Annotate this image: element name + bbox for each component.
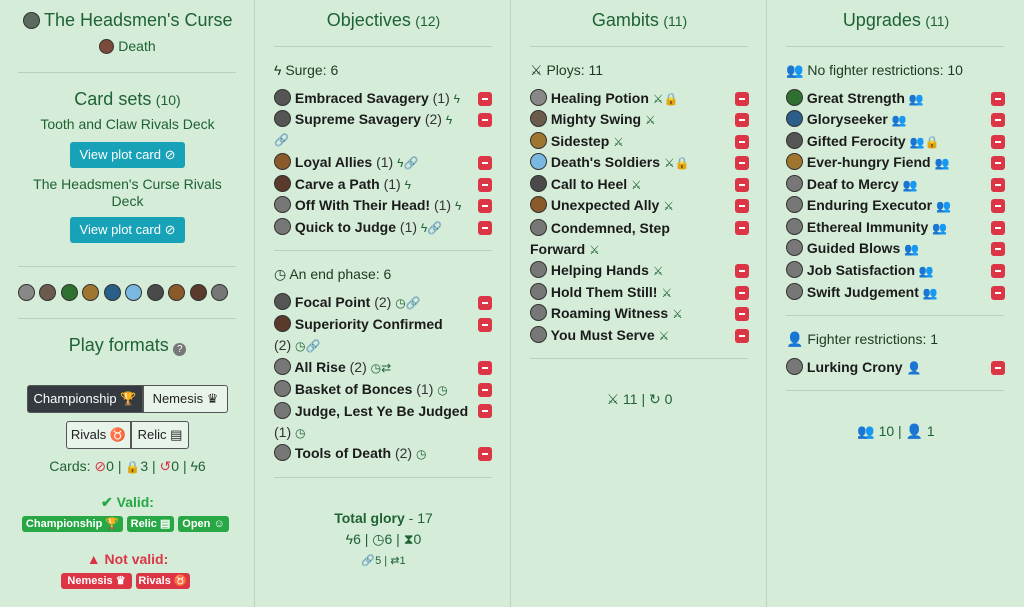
card-icon	[274, 89, 291, 106]
upgrade-card[interactable]: Swift Judgement 👥	[786, 283, 938, 300]
glory-breakdown: ϟ6 | ◷6 | ⧗0	[345, 531, 422, 547]
remove-card-button[interactable]	[478, 296, 492, 310]
total-glory: Total glory - 17	[334, 510, 433, 526]
remove-card-button[interactable]	[991, 221, 1005, 235]
remove-card-button[interactable]	[478, 318, 492, 332]
warband-name: Death	[0, 38, 255, 54]
nemesis-button[interactable]: Nemesis ♛	[143, 385, 228, 413]
user-cog-icon: 👤	[786, 331, 804, 347]
fighter-icon[interactable]	[39, 284, 56, 301]
view-plot-card-button[interactable]: View plot card ⊘	[70, 217, 185, 243]
upgrade-card[interactable]: Enduring Executor 👥	[786, 196, 951, 213]
clock-icon: ◷	[274, 266, 287, 282]
objective-card[interactable]: Quick to Judge (1) ϟ🔗	[274, 218, 442, 235]
card-icon	[530, 326, 547, 343]
remove-card-button[interactable]	[735, 286, 749, 300]
valid-badge-championship: Championship 🏆	[22, 516, 123, 532]
crown-icon: ♛	[206, 391, 219, 406]
card-icon	[786, 239, 803, 256]
swap-icon: ⇄	[390, 555, 400, 567]
remove-card-button[interactable]	[478, 221, 492, 235]
remove-card-button[interactable]	[735, 307, 749, 321]
card-icon	[786, 110, 803, 127]
remove-card-button[interactable]	[991, 92, 1005, 106]
gambit-card[interactable]: Healing Potion ⚔🔒	[530, 89, 679, 106]
fighter-icon[interactable]	[190, 284, 207, 301]
upgrade-card[interactable]: Ever-hungry Fiend 👥	[786, 153, 949, 170]
objective-card[interactable]: Judge, Lest Ye Be Judged (1) ◷	[274, 403, 469, 440]
remove-card-button[interactable]	[991, 361, 1005, 375]
card-icon	[274, 444, 291, 461]
fighter-icon[interactable]	[211, 284, 228, 301]
surge-icon: ϟ	[345, 531, 354, 547]
objective-card[interactable]: Basket of Bonces (1) ◷	[274, 380, 448, 397]
card-icon	[274, 315, 291, 332]
upgrade-card[interactable]: Lurking Crony 👤	[786, 358, 921, 375]
objective-card[interactable]: All Rise (2) ◷⇄	[274, 358, 391, 375]
card-icon	[274, 196, 291, 213]
card-icon	[786, 196, 803, 213]
gambit-card[interactable]: Death's Soldiers ⚔🔒	[530, 153, 690, 170]
play-formats-heading: Play formats ?	[0, 335, 255, 356]
card-set-name: The Headsmen's Curse Rivals Deck	[33, 176, 222, 209]
card-icon	[530, 89, 547, 106]
objective-card[interactable]: Supreme Savagery (2) ϟ	[274, 110, 452, 127]
card-icon	[530, 153, 547, 170]
remove-card-button[interactable]	[735, 113, 749, 127]
end-phase-group-label: ◷ An end phase: 6	[274, 266, 392, 282]
objective-card[interactable]: Embraced Savagery (1) ϟ	[274, 89, 460, 106]
fighter-restrictions-label: 👤 Fighter restrictions: 1	[786, 331, 939, 347]
card-icon	[530, 219, 547, 236]
card-icon	[530, 132, 547, 149]
objectives-column	[256, 0, 511, 607]
remove-card-button[interactable]	[735, 199, 749, 213]
gambit-card[interactable]: Roaming Witness ⚔	[530, 304, 683, 321]
upgrades-summary: 👥 10 | 👤 1	[857, 423, 935, 439]
link-breakdown: 🔗5 | ⇄1	[361, 555, 406, 567]
hourglass-icon: ⧗	[403, 531, 414, 547]
card-icon	[786, 283, 803, 300]
upgrade-card[interactable]: Ethereal Immunity 👥	[786, 218, 947, 235]
objective-card[interactable]: Loyal Allies (1) ϟ🔗	[274, 153, 418, 170]
remove-card-button[interactable]	[735, 264, 749, 278]
upgrade-card[interactable]: Deaf to Mercy 👥	[786, 175, 918, 192]
clock-icon: ◷	[372, 531, 385, 547]
remove-card-button[interactable]	[991, 135, 1005, 149]
card-set-name: Tooth and Claw Rivals Deck	[40, 116, 215, 132]
remove-card-button[interactable]	[735, 178, 749, 192]
remove-card-button[interactable]	[478, 156, 492, 170]
view-plot-card-button[interactable]: View plot card ⊘	[70, 142, 185, 168]
fighter-icon[interactable]	[61, 284, 78, 301]
gambit-card[interactable]: Hold Them Still! ⚔	[530, 283, 672, 300]
card-icon	[530, 175, 547, 192]
remove-card-button[interactable]	[478, 404, 492, 418]
gambit-card[interactable]: You Must Serve ⚔	[530, 326, 669, 343]
remove-card-button[interactable]	[735, 156, 749, 170]
remove-card-button[interactable]	[478, 447, 492, 461]
card-icon	[786, 261, 803, 278]
card-icon	[274, 153, 291, 170]
upgrade-card[interactable]: Great Strength 👥	[786, 89, 924, 106]
card-icon	[530, 304, 547, 321]
upgrade-card[interactable]: Guided Blows 👥	[786, 239, 919, 256]
card-icon	[530, 283, 547, 300]
fighter-icon[interactable]	[18, 284, 35, 301]
remove-card-button[interactable]	[478, 113, 492, 127]
objectives-heading: Objectives (12)	[326, 10, 441, 30]
no-restrictions-label: 👥 No fighter restrictions: 10	[786, 62, 963, 78]
spell-icon: ↻	[649, 391, 661, 407]
book-icon: ▤	[170, 427, 183, 442]
ploys-group-label: ⚔ Ploys: 11	[530, 62, 603, 78]
card-icon	[786, 153, 803, 170]
objective-card[interactable]: Carve a Path (1) ϟ	[274, 175, 411, 192]
card-icon	[786, 358, 803, 375]
link-icon: 🔗	[361, 555, 376, 567]
users-icon: 👥	[786, 62, 804, 78]
card-icon	[786, 218, 803, 235]
gambit-card[interactable]: Helping Hands ⚔	[530, 261, 664, 278]
fighter-icon[interactable]	[104, 284, 121, 301]
card-sets-heading: Card sets (10)	[74, 89, 181, 109]
cards-stats: Cards: ⊘0 | 🔒3 | ↺0 | ϟ6	[49, 458, 206, 474]
valid-badge-relic: Relic ▤	[127, 516, 174, 532]
skull-icon	[99, 39, 114, 54]
objective-card[interactable]: Off With Their Head! (1) ϟ	[274, 196, 461, 213]
card-icon	[530, 261, 547, 278]
upgrades-column	[768, 0, 1024, 607]
fighter-icon[interactable]	[125, 284, 142, 301]
remove-card-button[interactable]	[991, 113, 1005, 127]
rotated-icon: ↺	[159, 458, 172, 474]
fighter-icon[interactable]	[168, 284, 185, 301]
remove-card-button[interactable]	[478, 199, 492, 213]
user-cog-icon: 👤	[905, 423, 924, 439]
upgrade-card[interactable]: Gifted Ferocity 👥🔒	[786, 132, 939, 149]
not-valid-label: ▲ Not valid:	[86, 551, 169, 567]
relic-button[interactable]: Relic ▤	[131, 421, 189, 449]
remove-card-button[interactable]	[991, 178, 1005, 192]
card-icon	[274, 358, 291, 375]
users-icon: 👥	[857, 423, 875, 439]
warning-icon: ▲	[86, 551, 101, 567]
valid-badge-open: Open ☺	[178, 516, 229, 532]
gambit-card[interactable]: Sidestep ⚔	[530, 132, 624, 149]
check-circle-icon: ✔	[101, 494, 113, 510]
sword-icon: ⚔	[606, 391, 620, 407]
deck-title: The Headsmen's Curse	[0, 10, 255, 31]
remove-card-button[interactable]	[478, 383, 492, 397]
championship-button[interactable]: Championship 🏆	[27, 385, 143, 413]
remove-card-button[interactable]	[735, 135, 749, 149]
card-icon	[274, 380, 291, 397]
gambits-column	[512, 0, 767, 607]
sword-icon: ⚔	[530, 62, 543, 78]
remove-card-button[interactable]	[991, 264, 1005, 278]
remove-card-button[interactable]	[478, 361, 492, 375]
remove-card-button[interactable]	[991, 286, 1005, 300]
link-icon: 🔗	[274, 133, 289, 147]
gambits-summary: ⚔ 11 | ↻ 0	[606, 391, 673, 407]
remove-card-button[interactable]	[991, 156, 1005, 170]
surge-icon: ϟ	[274, 62, 282, 78]
medal-icon: ♉	[109, 427, 127, 442]
gambits-heading: Gambits (11)	[591, 10, 688, 30]
gambit-card[interactable]: Condemned, Step Forward ⚔	[530, 220, 670, 257]
invalid-badge-nemesis: Nemesis ♛	[61, 573, 132, 589]
fighter-icon[interactable]	[147, 284, 164, 301]
external-icon: ⊘	[164, 147, 176, 162]
surge-icon: ϟ	[190, 458, 198, 474]
remove-card-button[interactable]	[735, 221, 749, 235]
card-icon	[274, 218, 291, 235]
surge-group-label: ϟ Surge: 6	[274, 62, 339, 78]
forsaken-icon: ⊘	[94, 458, 107, 474]
lock-icon: 🔒	[125, 460, 141, 474]
fighter-icons	[18, 284, 228, 303]
card-icon	[786, 132, 803, 149]
card-icon	[530, 196, 547, 213]
upgrade-card[interactable]: Job Satisfaction 👥	[786, 261, 934, 278]
valid-label: ✔ Valid:	[101, 494, 154, 510]
objective-card-glory: (2) ◷🔗	[274, 337, 321, 353]
remove-card-button[interactable]	[735, 329, 749, 343]
card-icon	[274, 110, 291, 127]
deck-info-column	[0, 0, 255, 607]
gambit-card[interactable]: Unexpected Ally ⚔	[530, 196, 674, 213]
remove-card-button[interactable]	[735, 92, 749, 106]
invalid-badge-rivals: Rivals ♉	[136, 573, 190, 589]
upgrades-heading: Upgrades (11)	[842, 10, 950, 30]
upgrade-card[interactable]: Gloryseeker 👥	[786, 110, 907, 127]
card-icon	[274, 175, 291, 192]
remove-card-button[interactable]	[991, 199, 1005, 213]
rivals-button[interactable]: Rivals ♉	[66, 421, 131, 449]
gambit-card[interactable]: Call to Heel ⚔	[530, 175, 642, 192]
fighter-icon[interactable]	[82, 284, 99, 301]
card-icon	[786, 175, 803, 192]
remove-card-button[interactable]	[991, 242, 1005, 256]
external-icon: ⊘	[164, 222, 176, 237]
faction-icon	[23, 12, 40, 29]
card-icon	[786, 89, 803, 106]
remove-card-button[interactable]	[478, 92, 492, 106]
objective-card[interactable]: Focal Point (2) ◷🔗	[274, 293, 421, 310]
card-icon	[530, 110, 547, 127]
objective-card[interactable]: Superiority Confirmed	[274, 315, 443, 332]
gambit-card[interactable]: Mighty Swing ⚔	[530, 110, 656, 127]
card-icon	[274, 293, 291, 310]
remove-card-button[interactable]	[478, 178, 492, 192]
help-icon[interactable]: ?	[173, 343, 186, 356]
trophy-icon: 🏆	[120, 391, 137, 406]
card-icon	[274, 402, 291, 419]
objective-card[interactable]: Tools of Death (2) ◷	[274, 444, 426, 461]
